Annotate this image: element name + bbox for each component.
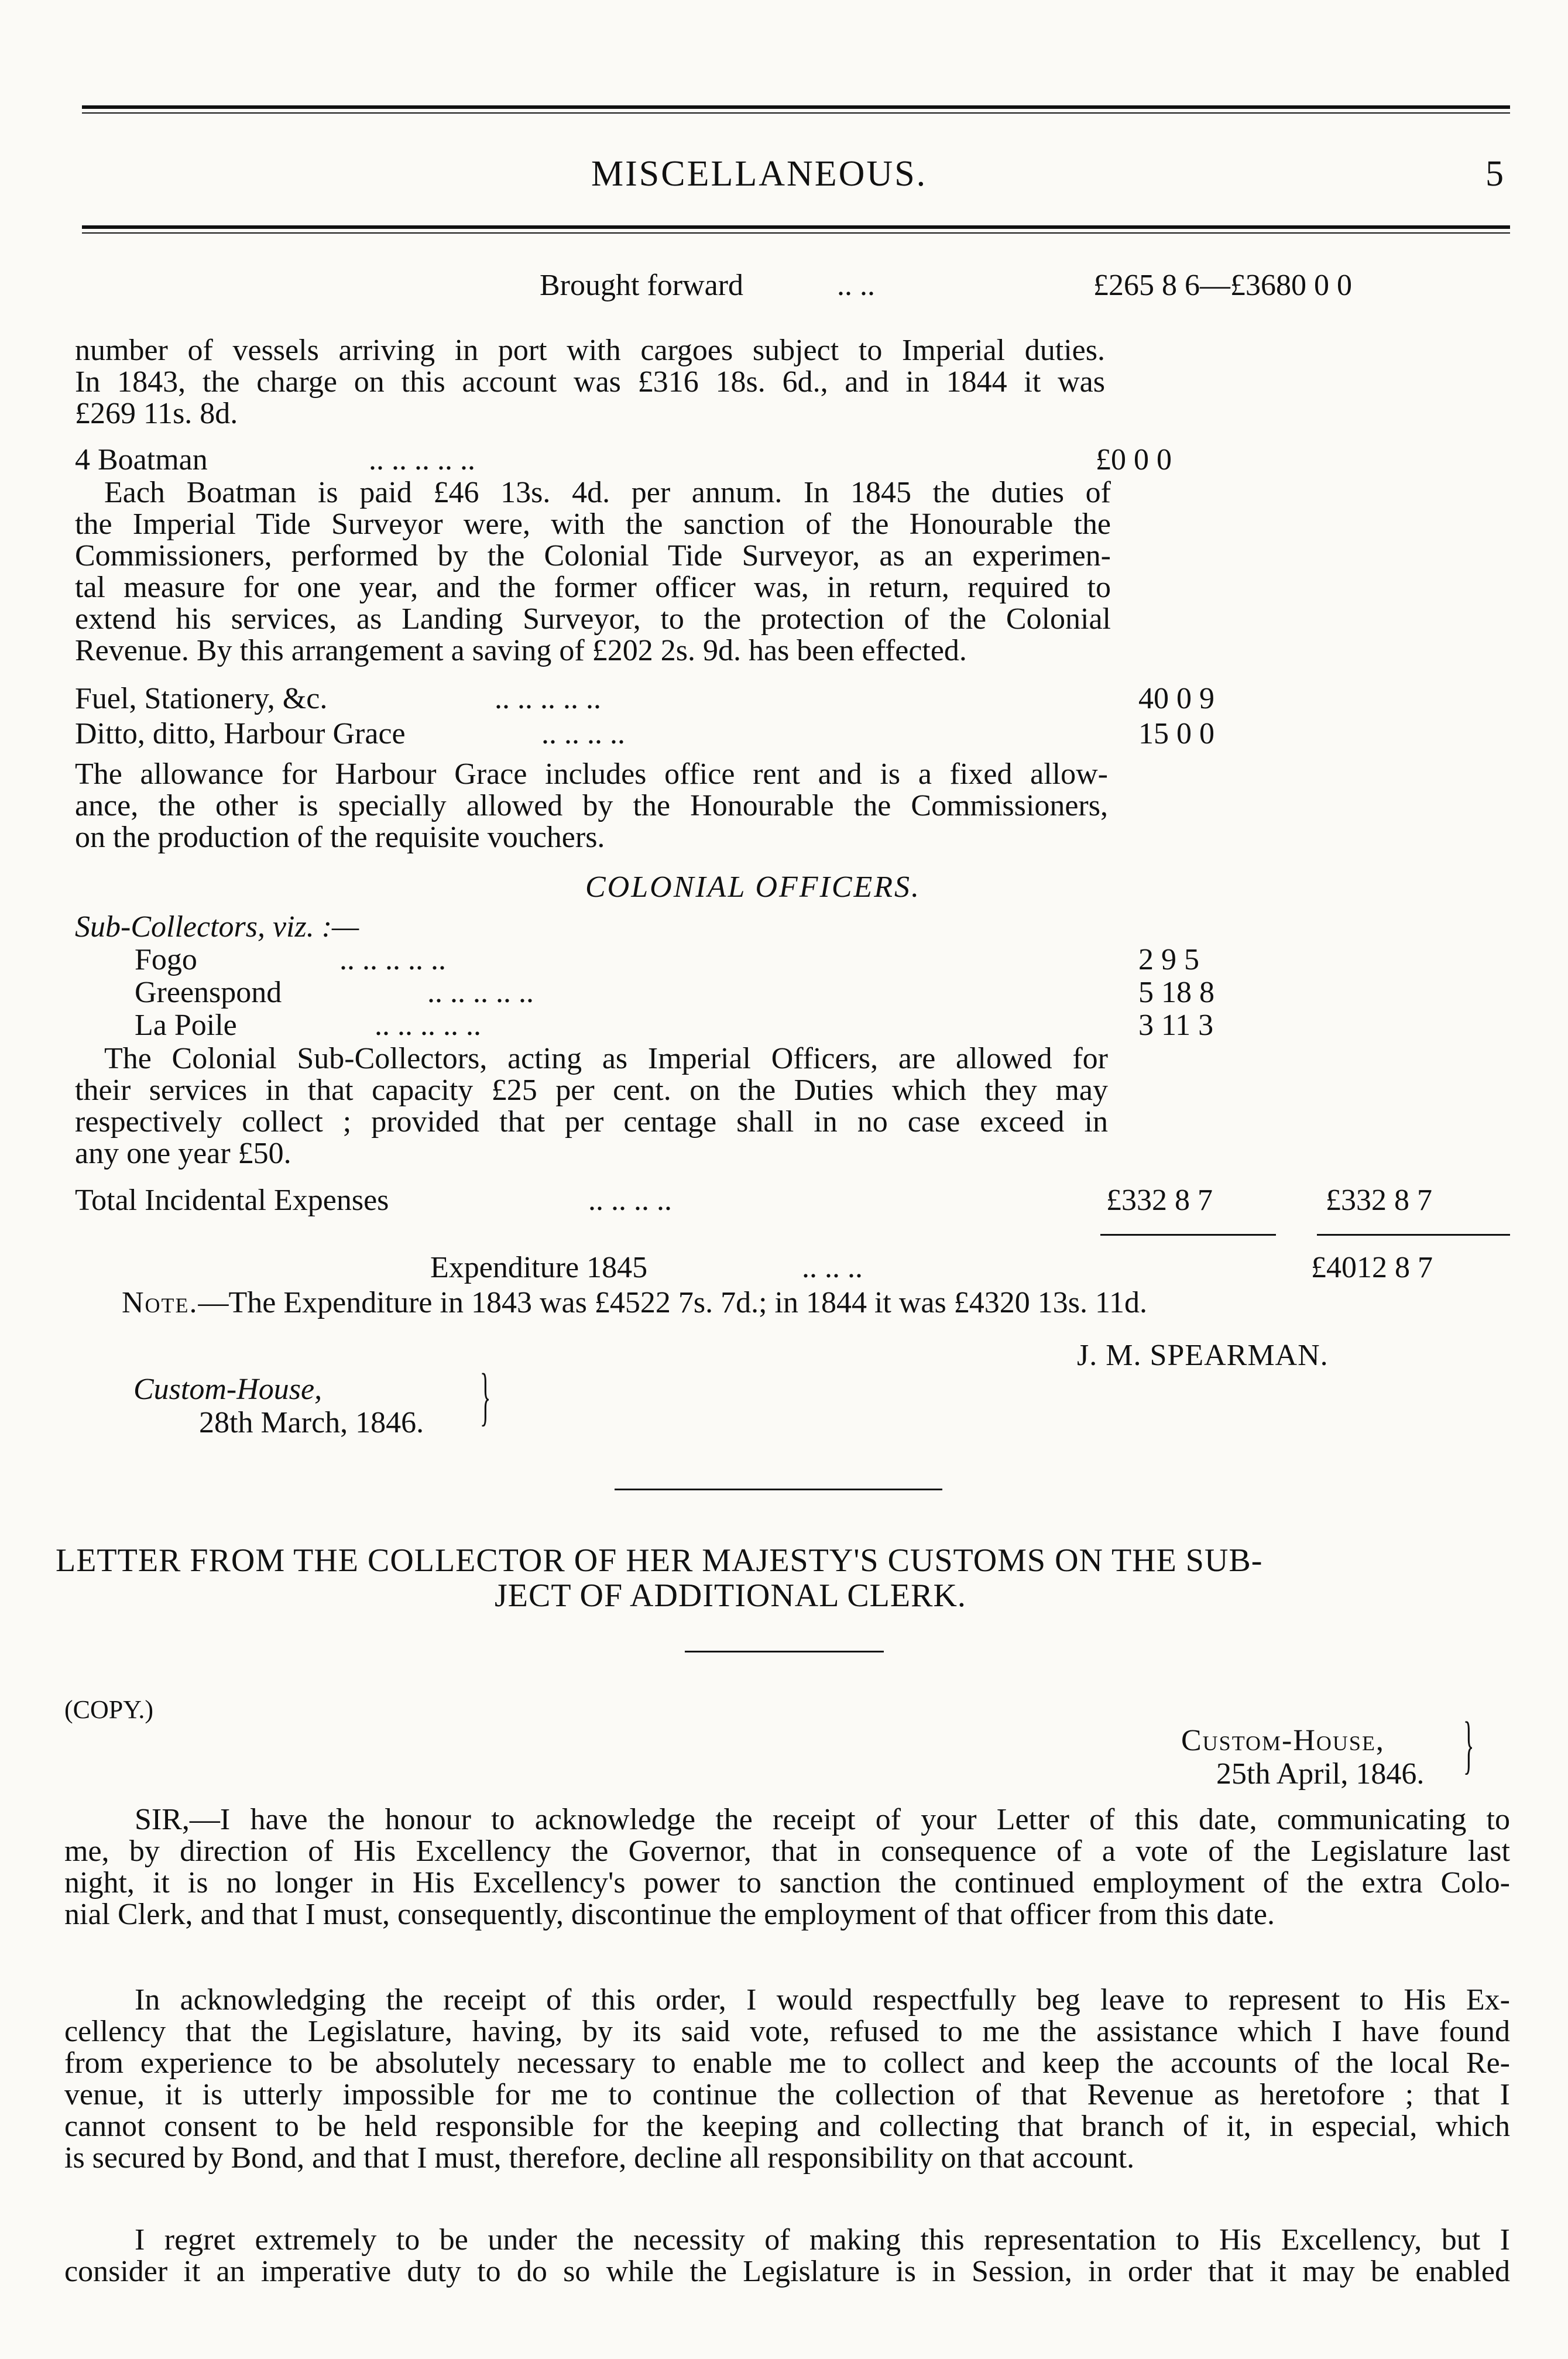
para-allowance-line: on the production of the requisite vouchers. <box>75 821 605 854</box>
brought-forward-amount: £265 8 6—£3680 0 0 <box>1093 269 1352 302</box>
note-label: Note. <box>122 1286 198 1319</box>
para-subcollectors-line: respectively collect ; provided that per centage shall in no case exceed in <box>75 1105 1108 1139</box>
brought-forward-dots: .. .. <box>837 269 875 302</box>
para-boatman-line: Revenue. By this arrangement a saving of £202 2s. 9d. has been effected. <box>75 634 967 667</box>
sub-collectors-label: Sub-Collectors, viz. :— <box>75 910 359 944</box>
letter-paragraph-line: is secured by Bond, and that I must, therefore, decline all responsibility on that account. <box>64 2141 1135 2175</box>
sub-collector-amount: 3 11 3 <box>1138 1009 1214 1042</box>
boatman-label: 4 Boatman <box>75 443 208 476</box>
place-line2: 28th March, 1846. <box>199 1406 424 1439</box>
para-subcollectors-line: The Colonial Sub-Collectors, acting as Imperial Officers, are allowed for <box>104 1042 1108 1075</box>
para-vessels-line: number of vessels arriving in port with cargoes subject to Imperial duties. <box>75 334 1105 367</box>
para-boatman <box>75 477 1111 667</box>
letter-paragraph-line: from experience to be absolutely necessary to enable me to collect and keep the accounts of the local Re- <box>64 2046 1510 2080</box>
section-divider <box>615 1489 942 1490</box>
para-subcollectors-line: their services in that capacity £25 per cent. on the Duties which they may <box>75 1074 1108 1107</box>
para-boatman-line: extend his services, as Landing Surveyor, to the protection of the Colonial <box>75 602 1111 636</box>
copy-label: (COPY.) <box>64 1695 154 1724</box>
letter-paragraph-line: night, it is no longer in His Excellency's power to sanction the continued employment of the extra Colo- <box>64 1866 1510 1899</box>
ditto-label: Ditto, ditto, Harbour Grace <box>75 717 406 750</box>
place-line1: Custom-House, <box>133 1373 322 1406</box>
expenditure-amount: £4012 8 7 <box>1311 1251 1433 1284</box>
para-vessels-line: £269 11s. 8d. <box>75 397 238 430</box>
letter-place-line2: 25th April, 1846. <box>1216 1757 1425 1791</box>
total-label: Total Incidental Expenses <box>75 1184 389 1217</box>
header-top-rule <box>82 105 1510 109</box>
letter-paragraph-line: me, by direction of His Excellency the Governor, that in consequence of a vote of the Legislature last <box>64 1835 1510 1868</box>
para-boatman-line: Each Boatman is paid £46 13s. 4d. per annum. In 1845 the duties of <box>104 476 1111 509</box>
fuel-amount: 40 0 9 <box>1138 682 1214 715</box>
fuel-label: Fuel, Stationery, &c. <box>75 682 328 715</box>
para-boatman-line: tal measure for one year, and the former officer was, in return, required to <box>75 571 1111 604</box>
expenditure-dots: .. .. .. <box>802 1251 863 1284</box>
letter-paragraph-line: consider it an imperative duty to do so while the Legislature is in Session, in order that it may be enabled <box>64 2255 1510 2288</box>
signature: J. M. SPEARMAN. <box>1077 1339 1329 1372</box>
letter-title-divider <box>685 1651 884 1652</box>
expenditure-label: Expenditure 1845 <box>430 1251 648 1284</box>
letter-paragraph-line: venue, it is utterly impossible for me to continue the collection of that Revenue as heretofore ; that I <box>64 2078 1510 2111</box>
total-underline <box>1100 1234 1276 1236</box>
para-subcollectors-line: any one year £50. <box>75 1137 291 1170</box>
header-top-rule-thin <box>82 112 1510 114</box>
sub-collector-dots: .. .. .. .. .. <box>427 976 534 1009</box>
letter-paragraph-line: In acknowledging the receipt of this order, I would respectfully beg leave to represent to His Ex- <box>135 1983 1510 2017</box>
letter-paragraph-line: SIR,—I have the honour to acknowledge the receipt of your Letter of this date, communicating to <box>135 1803 1510 1836</box>
header-bottom-rule <box>82 225 1510 229</box>
ditto-dots: .. .. .. .. <box>541 717 625 750</box>
note-line <box>122 1288 1147 1318</box>
letter-paragraph-1 <box>64 1804 1510 1931</box>
sub-collector-amount: 2 9 5 <box>1138 943 1199 976</box>
letter-paragraph-line: I regret extremely to be under the necessity of making this representation to His Excellency, but I <box>135 2223 1510 2257</box>
para-allowance <box>75 759 1108 853</box>
letter-paragraph-2 <box>64 1984 1510 2174</box>
boatman-amount: £0 0 0 <box>1096 443 1172 476</box>
letter-paragraph-3 <box>64 2224 1510 2288</box>
note-text: —The Expenditure in 1843 was £4522 7s. 7d.; in 1844 it was £4320 13s. 11d. <box>198 1286 1148 1319</box>
letter-place-brace: } <box>1463 1709 1474 1780</box>
para-allowance-line: ance, the other is specially allowed by the Honourable the Commissioners, <box>75 789 1108 822</box>
total-amount-carried: £332 8 7 <box>1326 1184 1432 1217</box>
letter-place-line1: Custom-House, <box>1181 1724 1385 1757</box>
para-subcollectors <box>75 1043 1108 1170</box>
para-allowance-line: The allowance for Harbour Grace includes office rent and is a fixed allow- <box>75 757 1108 791</box>
para-vessels <box>75 335 1105 430</box>
para-vessels-line: In 1843, the charge on this account was £316 18s. 6d., and in 1844 it was <box>75 365 1105 399</box>
sub-collector-amount: 5 18 8 <box>1138 976 1214 1009</box>
letter-paragraph-line: nial Clerk, and that I must, consequently, discontinue the employment of that officer from this date. <box>64 1898 1275 1931</box>
letter-title-line1: LETTER FROM THE COLLECTOR OF HER MAJESTY'S CUSTOMS ON THE SUB- <box>56 1542 1263 1579</box>
total-underline-right <box>1317 1234 1510 1236</box>
sub-collector-dots: .. .. .. .. .. <box>339 943 446 976</box>
page-number: 5 <box>1485 154 1505 194</box>
total-amount: £332 8 7 <box>1106 1184 1213 1217</box>
header-bottom-rule-thin <box>82 232 1510 234</box>
para-boatman-line: the Imperial Tide Surveyor were, with the sanction of the Honourable the <box>75 508 1111 541</box>
sub-collector-name: Fogo <box>135 943 197 976</box>
para-boatman-line: Commissioners, performed by the Colonial Tide Surveyor, as an experimen- <box>75 539 1111 572</box>
ditto-amount: 15 0 0 <box>1138 717 1214 750</box>
colonial-officers-heading: COLONIAL OFFICERS. <box>585 870 921 904</box>
sub-collector-name: La Poile <box>135 1009 237 1042</box>
letter-title-line2: JECT OF ADDITIONAL CLERK. <box>495 1578 966 1614</box>
page-title: MISCELLANEOUS. <box>591 154 928 194</box>
total-dots: .. .. .. .. <box>588 1184 672 1217</box>
sub-collector-name: Greenspond <box>135 976 282 1009</box>
brought-forward-label: Brought forward <box>540 269 744 302</box>
letter-paragraph-line: cellency that the Legislature, having, by its said vote, refused to me the assistance which I have found <box>64 2015 1510 2048</box>
place-brace: } <box>480 1360 491 1432</box>
sub-collector-dots: .. .. .. .. .. <box>375 1009 481 1042</box>
letter-paragraph-line: cannot consent to be held responsible for the keeping and collecting that branch of it, in especial, which <box>64 2110 1510 2143</box>
fuel-dots: .. .. .. .. .. <box>495 682 601 715</box>
boatman-dots: .. .. .. .. .. <box>369 443 475 476</box>
